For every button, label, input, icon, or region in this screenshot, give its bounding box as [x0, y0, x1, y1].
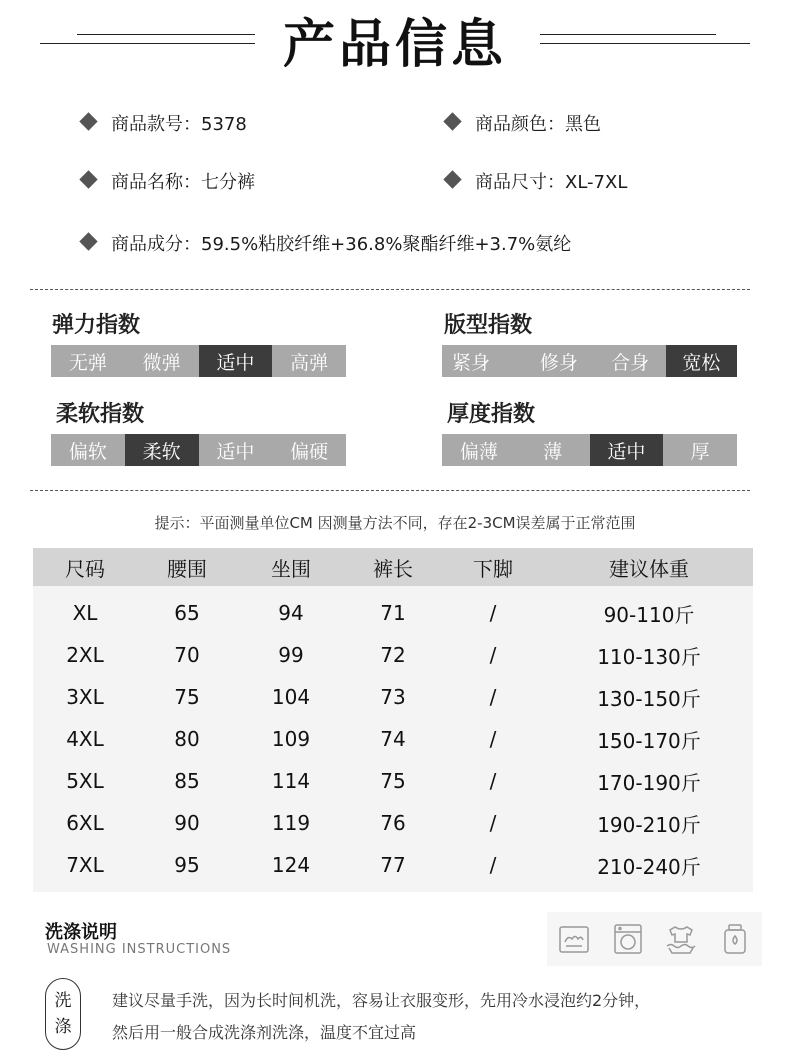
table-cell: 2XL [66, 643, 104, 667]
info-color-text: 商品颜色：黑色 [475, 114, 601, 135]
info-style-no-text: 商品款号：5378 [111, 114, 247, 135]
table-cell: 73 [380, 685, 406, 709]
table-cell: 170-190斤 [597, 770, 701, 795]
washing-badge [45, 978, 81, 1050]
detergent-icon [718, 922, 752, 956]
table-cell: / [489, 643, 497, 667]
table-cell: 130-150斤 [597, 686, 701, 711]
table-cell: XL [72, 601, 98, 625]
thickness-option: 薄 [543, 440, 563, 463]
washing-text-line1: 建议尽量手洗，因为长时间机洗，容易让衣服变形，先用冷水浸泡约2分钟， [112, 991, 651, 1010]
table-cell: / [489, 769, 497, 793]
table-cell: 77 [380, 853, 406, 877]
table-row [33, 676, 753, 718]
title-rule-left-top [77, 34, 255, 35]
table-cell: 124 [271, 853, 311, 877]
title-rule-left-bottom [40, 43, 255, 44]
table-cell: 71 [380, 601, 406, 625]
fit-option: 紧身 [452, 351, 491, 374]
table-cell: 90 [174, 811, 200, 835]
table-cell: 65 [174, 601, 200, 625]
table-row [33, 802, 753, 844]
table-cell: 85 [174, 769, 200, 793]
table-cell: 74 [380, 727, 406, 751]
header-cell: 坐围 [271, 556, 311, 581]
table-cell: 70 [174, 643, 200, 667]
washing-machine-icon [611, 922, 645, 956]
table-cell: 3XL [66, 685, 104, 709]
diamond-bullet-icon [79, 170, 97, 188]
elasticity-option: 无弹 [68, 351, 107, 374]
thickness-option: 偏薄 [459, 440, 498, 463]
fit-scale [442, 345, 737, 377]
table-row [33, 760, 753, 802]
table-row [33, 634, 753, 676]
softness-scale [51, 434, 346, 466]
table-cell: 119 [271, 811, 311, 835]
fit-option: 合身 [611, 351, 650, 374]
table-cell: / [489, 853, 497, 877]
size-table-header [33, 548, 753, 586]
diamond-bullet-icon [443, 112, 461, 130]
table-cell: 104 [271, 685, 311, 709]
info-size-text: 商品尺寸：XL-7XL [475, 172, 628, 193]
measurement-note: 提示：平面测量单位CM 因测量方法不同，存在2-3CM误差属于正常范围 [154, 514, 636, 532]
thickness-scale [442, 434, 737, 466]
table-cell: 99 [278, 643, 304, 667]
diamond-bullet-icon [443, 170, 461, 188]
thickness-option: 厚 [690, 440, 710, 463]
washing-badge-bottom: 涤 [54, 1017, 72, 1037]
thickness-option-selected: 适中 [590, 434, 664, 466]
header-cell: 裤长 [373, 556, 413, 581]
fit-title: 版型指数 [444, 313, 533, 338]
table-cell: 190-210斤 [597, 812, 701, 837]
table-cell: 75 [174, 685, 200, 709]
diamond-bullet-icon [79, 112, 97, 130]
table-cell: / [489, 601, 497, 625]
header-cell: 尺码 [65, 556, 105, 581]
table-cell: / [489, 685, 497, 709]
hand-wash-icon [557, 922, 591, 956]
header-cell: 建议体重 [609, 556, 689, 581]
softness-option-selected: 柔软 [125, 434, 199, 466]
care-icons [547, 912, 762, 966]
table-cell: 210-240斤 [597, 854, 701, 879]
page-title: 产品信息 [282, 15, 507, 75]
divider-dashed-top [30, 289, 750, 290]
table-cell: 76 [380, 811, 406, 835]
table-cell: 75 [380, 769, 406, 793]
title-rule-right-bottom [540, 43, 750, 44]
softness-title: 柔软指数 [56, 402, 145, 427]
divider-dashed-bottom [30, 490, 750, 491]
info-color [446, 110, 601, 136]
elasticity-option: 高弹 [290, 351, 329, 374]
table-cell: 95 [174, 853, 200, 877]
table-cell: 7XL [66, 853, 104, 877]
info-style-no [82, 110, 247, 136]
table-cell: 5XL [66, 769, 104, 793]
washing-title: 洗涤说明 [45, 922, 117, 943]
table-cell: / [489, 727, 497, 751]
table-cell: 80 [174, 727, 200, 751]
info-composition-text: 商品成分：59.5%粘胶纤维+36.8%聚酯纤维+3.7%氨纶 [111, 234, 572, 255]
table-cell: 94 [278, 601, 304, 625]
table-row [33, 592, 753, 634]
info-size [446, 168, 627, 194]
info-name [82, 168, 255, 194]
diamond-bullet-icon [79, 232, 97, 250]
info-composition [82, 230, 571, 256]
washing-text-line2: 然后用一般合成洗涤剂洗涤，温度不宜过高 [112, 1023, 417, 1042]
table-row [33, 718, 753, 760]
table-cell: 110-130斤 [597, 644, 701, 669]
header-cell: 腰围 [167, 556, 207, 581]
table-cell: 90-110斤 [603, 602, 695, 627]
table-cell: 150-170斤 [597, 728, 701, 753]
washing-text [112, 985, 762, 1049]
elasticity-option: 微弹 [142, 351, 181, 374]
elasticity-scale [51, 345, 346, 377]
table-cell: 4XL [66, 727, 104, 751]
wash-tub-icon [664, 922, 698, 956]
size-table-body [33, 586, 753, 886]
table-row [33, 844, 753, 886]
washing-badge-top: 洗 [54, 991, 72, 1011]
elasticity-title: 弹力指数 [52, 313, 141, 338]
header-cell: 下脚 [473, 556, 513, 581]
info-name-text: 商品名称：七分裤 [111, 172, 255, 193]
table-cell: 72 [380, 643, 406, 667]
table-cell: 6XL [66, 811, 104, 835]
table-cell: 114 [271, 769, 311, 793]
washing-subtitle: WASHING INSTRUCTIONS [47, 942, 232, 957]
title-rule-right-top [540, 34, 716, 35]
softness-option: 适中 [216, 440, 255, 463]
softness-option: 偏硬 [290, 440, 329, 463]
softness-option: 偏软 [68, 440, 107, 463]
fit-option-selected: 宽松 [666, 345, 737, 377]
table-cell: 109 [271, 727, 311, 751]
elasticity-option-selected: 适中 [199, 345, 273, 377]
table-cell: / [489, 811, 497, 835]
size-table [33, 548, 753, 892]
thickness-title: 厚度指数 [447, 402, 536, 427]
fit-option: 修身 [539, 351, 578, 374]
